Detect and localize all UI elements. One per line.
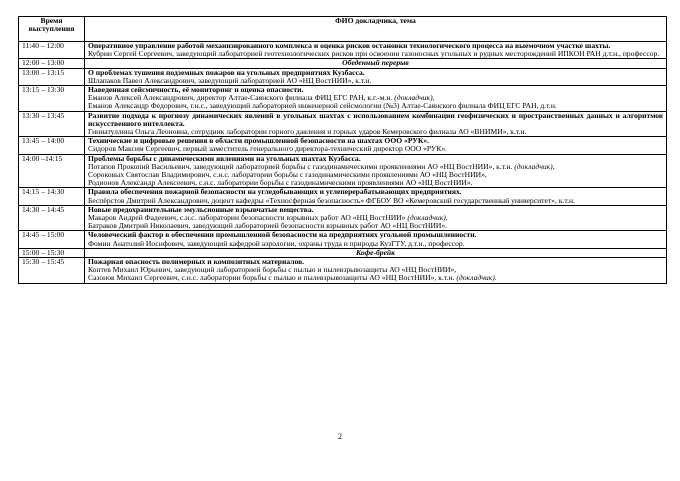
speaker-role: (докладчик). [456,273,497,283]
talk-cell [85,205,667,231]
table-row [19,68,667,85]
talk-title: Развитие подхода к прогнозу динамических явлений в угольных шахтах с использованием комбинации геофизических и пространственных данных и алгоритмов искусственного интеллекта. [88,110,663,128]
table-row [19,137,667,154]
speaker-text: Гиниатуллина Ольга Леоновна, сотрудник лаборатории горного давления и горных ударов Кемеровского филиала АО «ВНИМИ», к.т.н. [88,127,527,137]
table-row [19,154,667,188]
talk-title: О проблемах тушения подземных пожаров на угольных предприятиях Кузбасса. [88,67,365,77]
speaker-line [88,222,663,230]
speaker-text: Батраков Дмитрий Николаевич, заведующий лабораторией безопасности взрывных работ АО «НЦ ВостНИИ». [88,221,448,231]
time-cell: 15:00 – 15:30 [19,248,85,257]
time-cell: 13:00 – 13:15 [19,68,85,85]
talk-title: Проблемы борьбы с динамическими явлениями на угольных шахтах Кузбасса. [88,153,361,163]
talk-cell [85,188,667,205]
talk-cell [85,86,667,112]
table-row [19,111,667,137]
speaker-text: Макаров Андрей Фадеевич, с.н.с. лаборатории безопасности взрывных работ АО «НЦ ВостНИИ» [88,213,406,223]
time-cell: 11:40 – 12:00 [19,42,85,59]
talk-cell [85,258,667,284]
talk-cell [85,137,667,154]
speaker-role: (докладчик), [394,93,435,103]
talk-title: Наведенная сейсмичность, её мониторинг и оценка опасности. [88,85,304,95]
table-row [19,258,667,284]
table-row [19,86,667,112]
talk-cell [85,42,667,59]
speaker-line [88,77,663,85]
speaker-role: (докладчик), [514,161,555,171]
time-cell: 14:30 – 14:45 [19,205,85,231]
speaker-text: Сазонов Михаил Сергеевич, с.н.с. лаборатории борьбы с пылью и пылевзрывозащиты АО «НЦ ВостНИИ», к.т.н. [88,273,455,283]
table-row [19,42,667,59]
table-row [19,231,667,248]
speaker-text: Сороковых Святослав Владимирович, с.н.с. лаборатории борьбы с газодинамическими проявлениями АО «НЦ ВостНИИ», [88,170,487,180]
talk-cell [85,231,667,248]
time-cell: 12:00 – 13:00 [19,59,85,68]
speaker-text: Фомин Анатолий Иосифович, заведующий кафедрой аэрологии, охраны труда и природы КузГТУ, д.т.н., профессор. [88,238,465,248]
time-cell: 15:30 – 15:45 [19,258,85,284]
talk-title: Человеческий фактор в обеспечении промышленной безопасности на предприятиях угольной промышленности. [88,230,477,240]
speaker-line [88,274,663,282]
speaker-text: Беспёрстов Дмитрий Александрович, доцент кафедры «Техносферная безопасность» ФГБОУ ВО «Кемеровский государственный университет», к.т.н. [88,195,575,205]
speaker-text: Кубрин Сергей Сергеевич, заведующий лабораторией геотехнологических рисков при освоении газоносных угольных и рудных месторождений ИПКОН РАН д.т.н., профессор. [88,49,660,59]
break-row [19,59,667,68]
program-table [18,16,667,284]
speaker-text: Еманов Алексей Александрович, директор Алтае-Саянского филиала ФИЦ ЕГС РАН, к.г.-м.н. [88,93,393,103]
time-cell: 14:15 – 14:30 [19,188,85,205]
speaker-text: Коптев Михаил Юрьевич, заведующий лабораторией борьбы с пылью и пылевзрывозащиты АО «НЦ ВостНИИ», [88,265,457,275]
break-label: Кофе-брейк [85,248,667,257]
speaker-line [88,240,663,248]
speaker-role: (докладчик), [407,213,448,223]
talk-title: Правила обеспечения пожарной безопасности на угледобывающих и углеперерабатывающих предприятиях. [88,187,462,197]
talk-cell [85,68,667,85]
talk-title: Пожарная опасность полимерных и композитных материалов. [88,257,305,267]
table-header-row [19,17,667,42]
time-cell: 13:15 – 13:30 [19,86,85,112]
speaker-line [88,179,663,187]
time-column-header: Время выступления [19,17,85,42]
talk-cell [85,111,667,137]
time-cell: 14:00 –14:15 [19,154,85,188]
talk-title: Оперативное управление работой механизированного комплекса и оценка рисков остановки технологического процесса на выемочном участке шахты. [88,41,611,50]
talk-title: Новые предохранительные эмульсионные взрывчатые вещества. [88,204,314,214]
time-cell: 14:45 – 15:00 [19,231,85,248]
talk-title: Технические и цифровые решения в области промышленной безопасности на шахтах ООО «РУК». [88,136,430,146]
speaker-text: Потапов Прокопий Васильевич, заведующий лабораторией борьбы с газодинамическими проявлениями АО «НЦ ВостНИИ», к.т.н. [88,161,513,171]
break-label: Обеденный перерыв [85,59,667,68]
talk-cell [85,154,667,188]
time-cell: 13:45 – 14:00 [19,137,85,154]
speaker-text: Шлапаков Павел Александрович, заведующий лабораторией АО «НЦ ВостНИИ», к.т.н. [88,75,372,85]
table-row [19,188,667,205]
time-cell: 13:30 – 13:45 [19,111,85,137]
speaker-text: Родионов Александр Алексеевич, с.н.с. лаборатории борьбы с газодинамическими проявлениями АО «НЦ ВостНИИ». [88,178,473,188]
speaker-text: Сидоров Максим Сергеевич, первый заместитель генерального директора-технический директор ООО «РУК». [88,144,448,154]
speaker-text: Еманов Александр Федорович, г.н.с., заведующий лабораторией инженерной сейсмологии (№3) Алтае-Саянского филиала ФИЦ ЕГС РАН, д.т.н. [88,101,557,111]
speaker-line [88,50,663,58]
table-row [19,205,667,231]
program-rows [19,42,667,284]
description-column-header: ФИО докладчика, тема [85,17,667,42]
page-number: 2 [338,432,342,441]
speaker-line [88,128,663,136]
speaker-line [88,197,663,205]
speaker-line [88,102,663,110]
speaker-line [88,145,663,153]
